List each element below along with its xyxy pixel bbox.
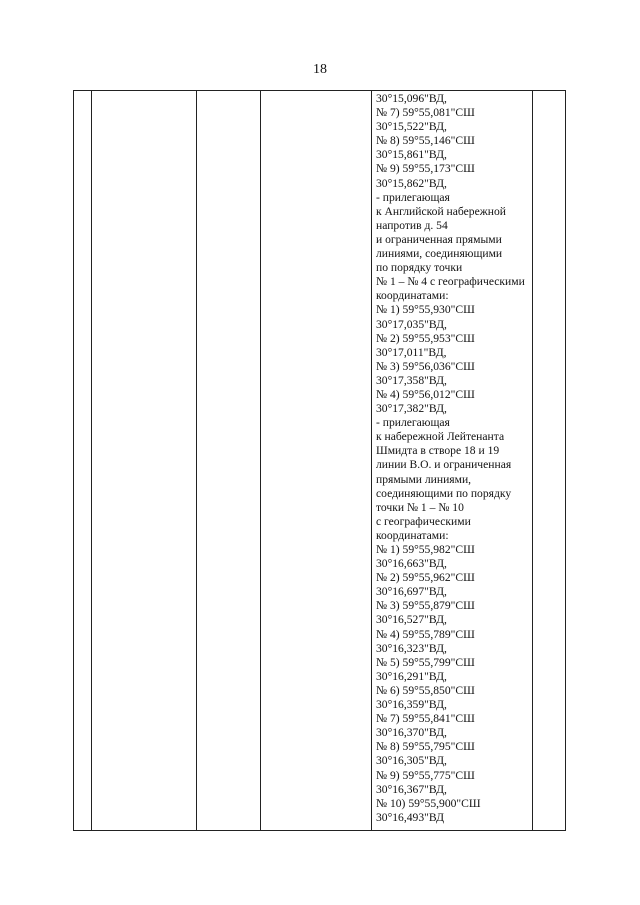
- cell-text-line: координатами:: [376, 528, 449, 542]
- cell-text-line: № 8) 59°55,146"СШ: [376, 134, 475, 148]
- coordinates-cell: [376, 92, 531, 825]
- cell-text-line: № 2) 59°55,953"СШ: [376, 331, 475, 345]
- cell-text-line: Шмидта в створе 18 и 19: [376, 444, 500, 458]
- table-bottom-border: [73, 830, 566, 831]
- cell-text-line: 30°16,291"ВД,: [376, 669, 447, 683]
- column-border: [565, 90, 566, 831]
- cell-text-line: к Английской набережной: [376, 204, 506, 218]
- cell-text-line: с географическими: [376, 514, 471, 528]
- cell-text-line: 30°15,096"ВД,: [376, 92, 447, 105]
- cell-text-line: к набережной Лейтенанта: [376, 430, 505, 444]
- cell-text-line: 30°16,370"ВД,: [376, 726, 447, 740]
- cell-text-line: линии В.О. и ограниченная: [376, 458, 512, 472]
- cell-text-line: № 1) 59°55,982"СШ: [376, 543, 475, 556]
- column-border: [532, 90, 533, 831]
- cell-text-line: № 10) 59°55,900"СШ: [376, 796, 481, 810]
- table-top-border: [73, 90, 566, 91]
- cell-text-line: № 9) 59°55,775"СШ: [376, 768, 475, 782]
- cell-text-line: № 4) 59°56,012"СШ: [376, 387, 475, 401]
- cell-text-line: 30°16,323"ВД,: [376, 641, 447, 655]
- cell-text-line: № 7) 59°55,081"СШ: [376, 106, 475, 120]
- cell-text-line: № 5) 59°55,799"СШ: [376, 655, 475, 669]
- column-border: [91, 90, 92, 831]
- cell-text-line: 30°15,862"ВД,: [376, 176, 447, 190]
- cell-text-line: 30°15,522"ВД,: [376, 120, 447, 134]
- column-border: [371, 90, 372, 831]
- cell-text-line: линиями, соединяющими: [376, 247, 503, 261]
- cell-text-line: напротив д. 54: [376, 218, 448, 232]
- cell-text-line: соединяющими по порядку: [376, 486, 512, 500]
- cell-text-line: по порядку точки: [376, 261, 463, 275]
- cell-text-line: № 8) 59°55,795"СШ: [376, 740, 475, 754]
- cell-text-line: 30°16,367"ВД,: [376, 782, 447, 796]
- cell-text-line: - прилегающая: [376, 416, 450, 430]
- cell-text-line: 30°16,305"ВД,: [376, 754, 447, 768]
- cell-text-line: № 3) 59°55,879"СШ: [376, 599, 475, 613]
- cell-text-line: прямыми линиями,: [376, 472, 472, 486]
- cell-text-line: 30°16,359"ВД,: [376, 698, 447, 712]
- cell-text-line: № 7) 59°55,841"СШ: [376, 712, 475, 726]
- column-border: [260, 90, 261, 831]
- column-border: [196, 90, 197, 831]
- cell-text-line: № 3) 59°56,036"СШ: [376, 359, 475, 373]
- cell-text-line: 30°17,035"ВД,: [376, 317, 447, 331]
- cell-text-line: № 6) 59°55,850"СШ: [376, 683, 475, 697]
- cell-text-line: точки № 1 – № 10: [376, 500, 464, 514]
- cell-text-line: 30°17,011"ВД,: [376, 345, 447, 359]
- cell-text-line: № 2) 59°55,962"СШ: [376, 571, 475, 585]
- cell-text-line: координатами:: [376, 289, 449, 303]
- column-border: [73, 90, 74, 831]
- cell-text-line: 30°16,493"ВД: [376, 810, 445, 824]
- cell-text-line: и ограниченная прямыми: [376, 232, 502, 246]
- cell-text-line: № 1 – № 4 с географическими: [376, 275, 525, 289]
- cell-text-line: 30°17,358"ВД,: [376, 373, 447, 387]
- cell-text-line: № 1) 59°55,930"СШ: [376, 303, 475, 317]
- cell-text-line: 30°16,527"ВД,: [376, 613, 447, 627]
- page-number: 18: [313, 62, 327, 77]
- cell-text-line: 30°16,663"ВД,: [376, 557, 447, 571]
- cell-text-line: № 4) 59°55,789"СШ: [376, 627, 475, 641]
- cell-text-line: 30°17,382"ВД,: [376, 402, 447, 416]
- cell-text-line: 30°16,697"ВД,: [376, 585, 447, 599]
- cell-text-line: 30°15,861"ВД,: [376, 148, 447, 162]
- cell-text-line: - прилегающая: [376, 190, 450, 204]
- cell-text-line: № 9) 59°55,173"СШ: [376, 162, 475, 176]
